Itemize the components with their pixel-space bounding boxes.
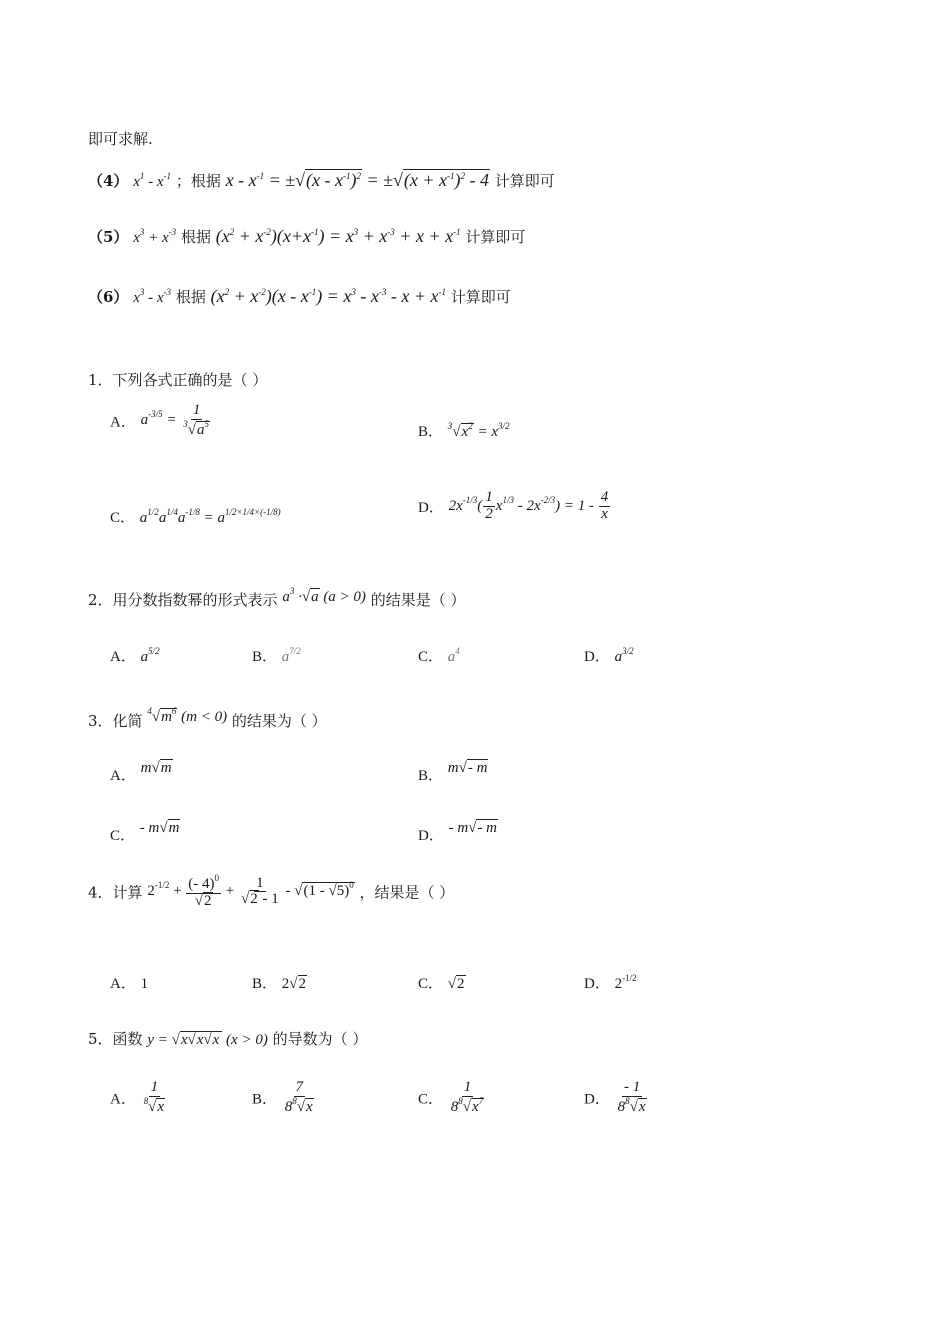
q5-option-c-formula: $\frac{1}{8^8√x^7}$ <box>450 1079 484 1115</box>
question-5-stem <box>88 1028 367 1049</box>
q2-stem-post: 的结果是（ ） <box>370 591 466 609</box>
q2-stem-formula: $a^3 \cdot√a$ (a > 0) <box>282 586 366 605</box>
q5-option-a-label: A． <box>110 1091 136 1108</box>
q5-stem-formula: y = √x√x√x (x > 0) <box>147 1032 268 1048</box>
hint-6-num: （6） <box>88 288 129 306</box>
q1-option-a[interactable] <box>110 403 213 439</box>
hint-6 <box>88 286 511 307</box>
q1-option-a-formula: $a^{-3/5}$ = $\frac{1}{^3√a^5}$ <box>140 402 209 438</box>
hint-6-tail: 计算即可 <box>450 288 511 306</box>
q4-option-b-label: B． <box>252 976 278 992</box>
q3-stem-post: 的结果为（ ） <box>231 712 327 730</box>
q3-option-d-label: D． <box>418 828 444 844</box>
q5-stem-post: 的导数为（ ） <box>272 1030 368 1048</box>
hint-5-tail: 计算即可 <box>465 228 526 246</box>
q3-stem-formula: $^4√m^6$ (m < 0) <box>147 706 228 725</box>
q2-option-b-formula: $a^{7/2}$ <box>281 646 301 665</box>
q4-option-d-label: D． <box>584 976 610 992</box>
hint-5-mid: 根据 <box>180 228 211 246</box>
q4-option-a[interactable] <box>110 972 148 993</box>
intro-text: 即可求解. <box>88 130 153 148</box>
q2-option-a[interactable] <box>110 645 160 666</box>
q3-option-a[interactable] <box>110 760 173 785</box>
q2-option-c-label: C． <box>418 649 444 665</box>
q4-option-c-formula: √2 <box>447 976 465 992</box>
q3-option-c-label: C． <box>110 828 136 844</box>
q2-option-c[interactable] <box>418 645 460 666</box>
hint-5-formula: $(x^2 + x^{-2})(x+x^{-1}) = x^3 + x^{-3} + x + x^{-1}$ <box>215 226 461 246</box>
q1-option-d-label: D． <box>418 499 444 516</box>
q2-option-c-formula: $a^4$ <box>447 646 460 665</box>
hint-5 <box>88 226 525 247</box>
q3-option-b-formula: m√- m <box>447 760 488 776</box>
q4-option-a-value: 1 <box>140 976 149 992</box>
q2-stem-pre: 2．用分数指数幂的形式表示 <box>88 591 278 609</box>
question-2-stem <box>88 586 466 610</box>
q3-option-d-formula: - m√- m <box>448 820 498 836</box>
q3-option-c-formula: - m√m <box>139 820 180 836</box>
question-3-stem <box>88 706 327 731</box>
q4-option-a-label: A． <box>110 976 136 992</box>
q3-option-c[interactable] <box>110 820 180 845</box>
hint-4-mid: ；根据 <box>175 172 221 190</box>
q5-option-d-label: D． <box>584 1091 610 1108</box>
hint-5-num: （5） <box>88 228 129 246</box>
q1-option-b[interactable] <box>418 420 510 441</box>
q4-option-d[interactable] <box>584 972 637 993</box>
q3-option-a-label: A． <box>110 768 136 784</box>
q5-option-b[interactable] <box>252 1080 317 1116</box>
q3-option-d[interactable] <box>418 820 498 845</box>
q2-option-a-formula: $a^{5/2}$ <box>140 646 160 665</box>
q4-stem-post: ，结果是（ ） <box>359 883 455 902</box>
q5-stem-pre: 5．函数 <box>88 1030 143 1048</box>
q4-option-b[interactable] <box>252 972 307 993</box>
q2-option-d-formula: $a^{3/2}$ <box>614 646 634 665</box>
q1-option-b-label: B． <box>418 424 444 440</box>
q1-option-a-label: A． <box>110 414 136 431</box>
q5-option-d[interactable] <box>584 1080 650 1116</box>
q3-option-b-label: B． <box>418 768 444 784</box>
hint-5-expr: $x^3 + x^{-3}$ <box>133 227 177 246</box>
q5-option-c[interactable] <box>418 1080 487 1116</box>
q1-option-d[interactable] <box>418 490 611 523</box>
q4-option-c[interactable] <box>418 972 466 993</box>
q1-option-c-label: C． <box>110 510 136 526</box>
q4-option-d-formula: $2^{-1/2}$ <box>614 973 637 992</box>
q5-option-a[interactable] <box>110 1080 168 1116</box>
hint-4-tail: 计算即可 <box>494 172 555 190</box>
q3-stem-pre: 3．化简 <box>88 712 143 730</box>
q2-option-b[interactable] <box>252 645 301 666</box>
q2-option-d-label: D． <box>584 649 610 665</box>
q2-option-a-label: A． <box>110 649 136 665</box>
q4-stem-pre: 4．计算 <box>88 883 143 902</box>
hint-6-formula: $(x^2 + x^{-2})(x - x^{-1}) = x^3 - x^{-3} - x + x^{-1}$ <box>210 286 446 306</box>
q5-option-d-formula: $\frac{- 1}{8^8√x}$ <box>617 1079 646 1115</box>
q4-option-b-formula: 2√2 <box>281 976 307 992</box>
q2-option-b-label: B． <box>252 649 278 665</box>
q1-option-d-formula: $2x^{-1/3}$( $\frac{1}{2}$ $x^{1/3} - 2x^{-2/3}) = 1$ - $\frac{4}{x}$ <box>448 489 609 522</box>
q1-option-c[interactable] <box>110 506 281 527</box>
q5-option-b-formula: $\frac{7}{8^8√x}$ <box>284 1079 313 1115</box>
q4-option-c-label: C． <box>418 976 444 992</box>
question-4-stem <box>88 874 454 910</box>
hint-4 <box>88 170 555 191</box>
question-1-stem: 1．下列各式正确的是（ ） <box>88 371 268 389</box>
hint-4-expr: $x^1 - x^{-1}$ <box>133 171 172 190</box>
q5-option-b-label: B． <box>252 1091 278 1108</box>
hint-4-num: （4） <box>88 172 129 190</box>
q5-option-a-formula: $\frac{1}{^8√x}$ <box>143 1079 165 1115</box>
q1-option-c-formula: $a^{1/2}a^{1/4}a^{-1/8} = a^{1/2\times 1/4\times(-1/8)}$ <box>139 507 281 526</box>
q4-stem-formula: $2^{-1/2}$ + $\frac{(- 4)^0}{√2}$ + $\frac{1}{√2 - 1}$ - √(1 - √5)$^0$ <box>147 873 354 909</box>
q1-option-b-formula: $^3√x^2 = x^{3/2}$ <box>447 421 510 440</box>
hint-6-expr: $x^3 - x^{-3}$ <box>133 287 172 306</box>
q3-option-a-formula: m√m <box>140 760 172 776</box>
hint-6-mid: 根据 <box>175 288 206 306</box>
q3-option-b[interactable] <box>418 760 488 785</box>
q2-option-d[interactable] <box>584 645 634 666</box>
q5-option-c-label: C． <box>418 1091 444 1108</box>
hint-4-formula: $x - x^{-1} = \pm√(x - x^{-1})^2 = \pm√(x + x^{-1})^2 - 4$ <box>225 170 490 190</box>
